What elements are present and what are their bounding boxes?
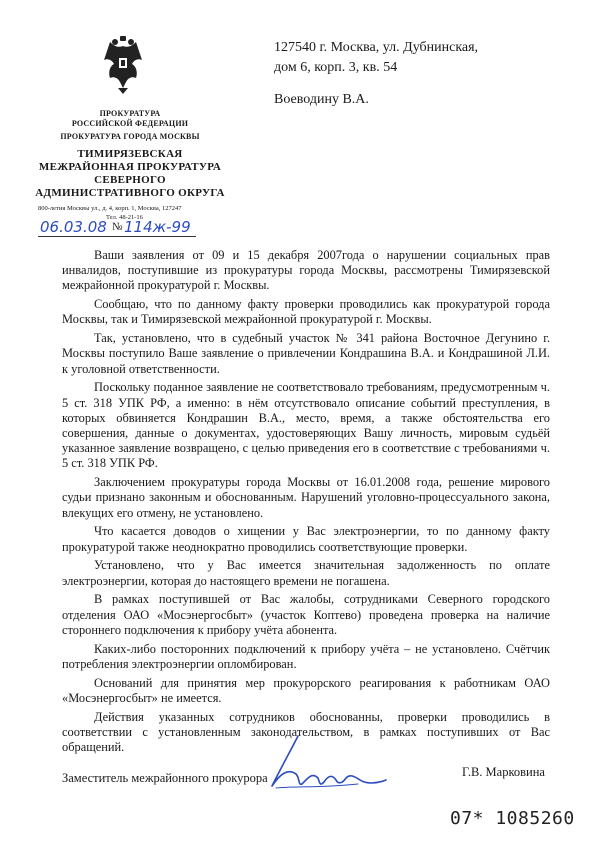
- signer-name: Г.В. Марковина: [462, 765, 545, 779]
- paragraph: Что касается доводов о хищении у Вас электроэнергии, то по данному факту прокуратурой также неоднократно проводились соответствующие проверки.: [62, 524, 550, 554]
- handwritten-number: 114ж-99: [124, 218, 191, 236]
- paragraph: Поскольку поданное заявление не соответствовало требованиям, предусмотренным ч. 5 ст. 318 УПК РФ, а именно: в нём отсутствовало описание событий преступления, в которых обвиняется Кондрашин В.А., место, время, а также обстоятельства его совершения, данные о документах, удостоверяющих Вашу личность, мировым судьёй указанное заявление возвращено, с целью приведения его в соответствие с требованиями ч. 5 ст. 318 УПК РФ.: [62, 380, 550, 471]
- paragraph: Каких-либо посторонних подключений к прибору учёта – не установлено. Счётчик потребления электроэнергии опломбирован.: [62, 641, 550, 671]
- org-phone: Тел. 48-21-16: [106, 214, 143, 221]
- paragraph: Так, установлено, что в судебный участок № 341 района Восточное Дегунино г. Москвы поступило Ваше заявление о привлечении Кондрашина В.А. и Кондрашиной Л.И. к уголовной ответственности.: [62, 331, 550, 376]
- number-underline: [122, 236, 196, 237]
- org-line1: ПРОКУРАТУРА: [99, 109, 161, 118]
- signer-title: Заместитель межрайонного прокурора: [62, 771, 268, 785]
- dept-line1: ТИМИРЯЗЕВСКАЯ: [77, 148, 183, 160]
- coat-of-arms-icon: [100, 36, 146, 94]
- handwritten-date: 06.03.08: [40, 218, 107, 236]
- signature-image: [262, 728, 392, 798]
- paragraph: Заключением прокуратуры города Москвы от 16.01.2008 года, решение мирового судьи признано законным и обоснованным. Нарушений уголовно-процессуального закона, влекущих его отмену, не установлено.: [62, 475, 550, 520]
- paragraph: Ваши заявления от 09 и 15 декабря 2007года о нарушении социальных прав инвалидов, поступившие из прокуратуры города Москвы, рассмотрены Тимирязевской межрайонной прокуратурой г. Москвы.: [62, 248, 550, 293]
- paragraph: Сообщаю, что по данному факту проверки проводились как прокуратурой города Москвы, так и Тимирязевской межрайонной прокуратурой г. Москвы.: [62, 297, 550, 327]
- date-underline: [38, 236, 124, 237]
- dept-line2: МЕЖРАЙОННАЯ ПРОКУРАТУРА: [38, 161, 222, 173]
- paragraph: В рамках поступившей от Вас жалобы, сотрудниками Северного городского отделения ОАО «Мосэнергосбыт» (участок Коптево) проведена проверка на наличие стороннего подключения к прибору учёта абонента.: [62, 592, 550, 637]
- dept-line3: СЕВЕРНОГО: [94, 174, 166, 186]
- org-line2: РОССИЙСКОЙ ФЕДЕРАЦИИ: [71, 119, 189, 128]
- recipient-address-line2: дом 6, корп. 3, кв. 54: [274, 60, 398, 75]
- recipient-address-line1: 127540 г. Москва, ул. Дубнинская,: [274, 40, 479, 55]
- paragraph: Действия указанных сотрудников обоснованны, проверки проводились в соответствии с установленным законодательством, в рамках поступивших от Вас обращений.: [62, 709, 550, 755]
- dept-line4: АДМИНИСТРАТИВНОГО ОКРУГА: [35, 187, 225, 199]
- org-line3: ПРОКУРАТУРА ГОРОДА МОСКВЫ: [60, 132, 200, 141]
- paragraph: Оснований для принятия мер прокурорского реагирования к работникам ОАО «Мосэнергосбыт» не имеется.: [62, 675, 550, 705]
- org-address: 800-летия Москвы ул., д. 4, корп. 1, Москва, 127247: [38, 205, 182, 212]
- registry-number: 07* 1085260: [450, 808, 575, 829]
- letter-body: [62, 248, 550, 759]
- paragraph: Установлено, что у Вас имеется значительная задолженность по оплате электроэнергии, которая до настоящего времени не погашена.: [62, 558, 550, 588]
- number-sign: №: [112, 221, 123, 233]
- recipient-name: Воеводину В.А.: [274, 92, 369, 107]
